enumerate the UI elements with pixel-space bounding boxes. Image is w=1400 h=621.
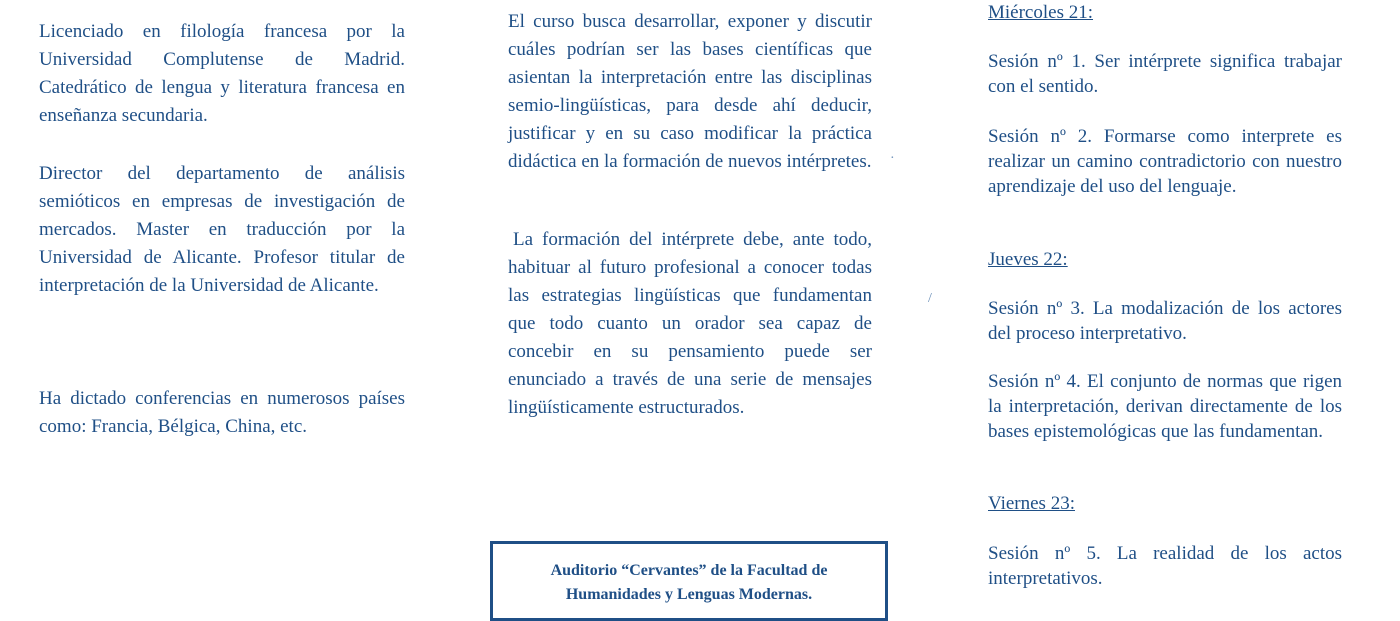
- course-description-paragraph: El curso busca desarrollar, exponer y discutir cuáles podrían ser las bases científicas que asientan la interpretación entre las disciplinas semio-lingüísticas, para desde ahí deducir, justificar y en su caso modificar la práctica didáctica en la formación de nuevos intérpretes.: [508, 11, 872, 172]
- venue-line-2: Humanidades y Lenguas Modernas.: [565, 586, 813, 603]
- scan-speck: /: [928, 291, 932, 306]
- day-heading-thursday: Jueves 22:: [988, 249, 1068, 270]
- bio-paragraph-conferences: Ha dictado conferencias en numerosos países como: Francia, Bélgica, China, etc.: [39, 388, 405, 437]
- session-1: Sesión nº 1. Ser intérprete significa trabajar con el sentido.: [988, 51, 1342, 97]
- venue-line-1: Auditorio “Cervantes” de la Facultad de: [550, 562, 828, 579]
- day-heading-friday: Viernes 23:: [988, 493, 1075, 514]
- bio-paragraph-education: Licenciado en filología francesa por la Universidad Complutense de Madrid. Catedrático de lengua y literatura francesa en enseñanza secundaria.: [39, 21, 405, 126]
- scan-speck: ·: [890, 151, 895, 166]
- interpreter-training-paragraph: La formación del intérprete debe, ante todo, habituar al futuro profesional a conocer todas las estrategias lingüísticas que fundamentan que todo cuanto un orador sea capaz de concebir en su pensamiento puede ser enunciado a través de una serie de mensajes lingüísticamente estructurados.: [508, 229, 872, 418]
- venue-box: [490, 541, 888, 621]
- day-heading-wednesday: Miércoles 21:: [988, 2, 1094, 23]
- session-4: Sesión nº 4. El conjunto de normas que rigen la interpretación, derivan directamente de los bases epistemológicas que las fundamentan.: [988, 371, 1342, 442]
- session-5: Sesión nº 5. La realidad de los actos interpretativos.: [988, 543, 1342, 589]
- session-3: Sesión nº 3. La modalización de los actores del proceso interpretativo.: [988, 298, 1342, 344]
- session-2: Sesión nº 2. Formarse como interprete es realizar un camino contradictorio con nuestro aprendizaje del uso del lenguaje.: [988, 126, 1342, 197]
- bio-paragraph-career: Director del departamento de análisis semióticos en empresas de investigación de mercados. Master en traducción por la Universidad de Alicante. Profesor titular de interpretación de la Universidad de Alicante.: [39, 163, 405, 296]
